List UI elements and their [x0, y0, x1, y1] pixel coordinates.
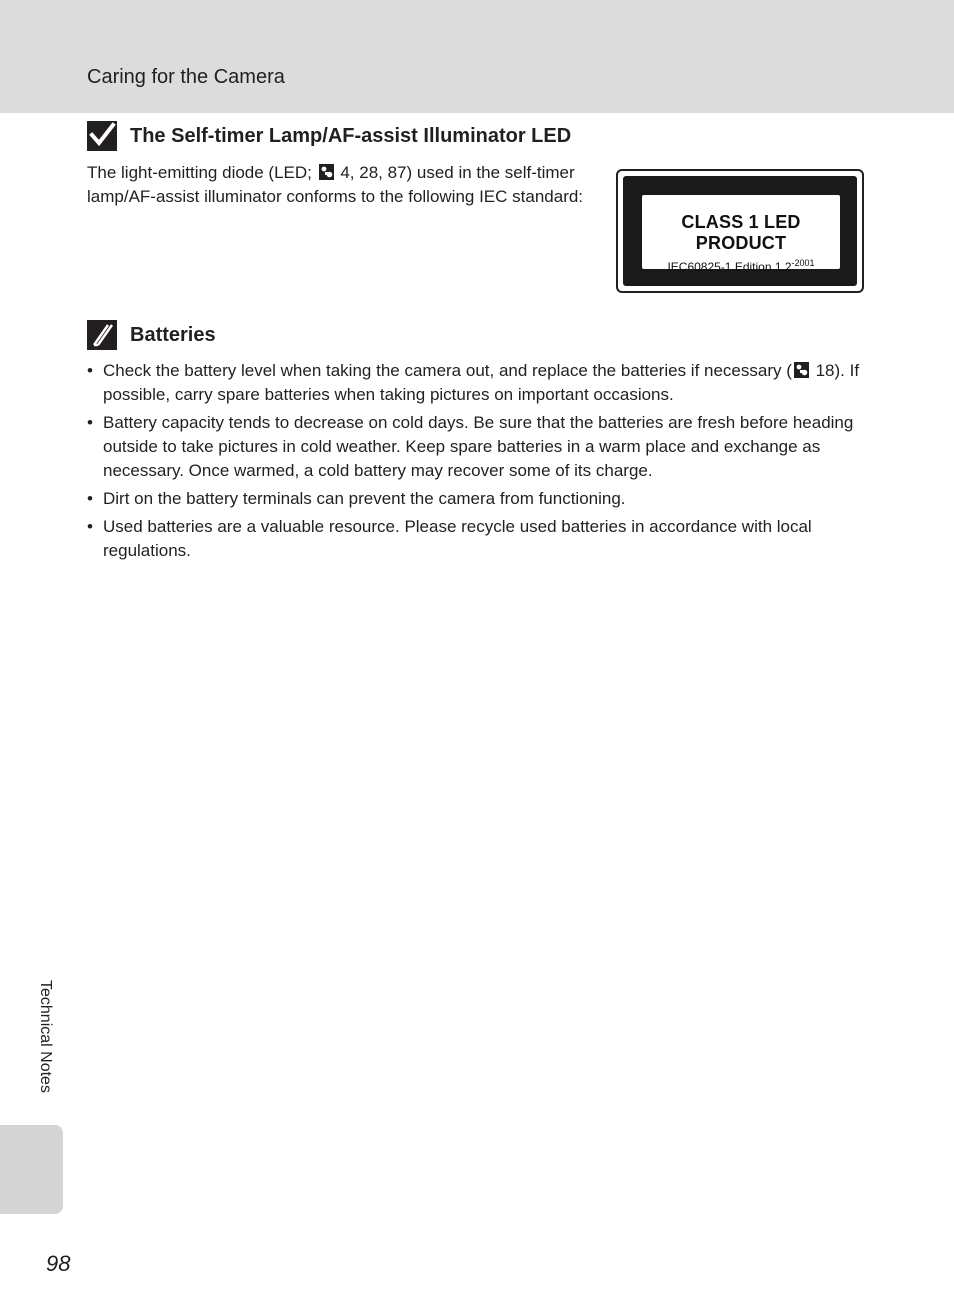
led-label-card [642, 195, 840, 274]
list-item: • Dirt on the battery terminals can prevent the camera from functioning. [87, 489, 626, 508]
list-item: • Battery capacity tends to decrease on cold days. Be sure that the batteries are fresh before heading outside to take pictures in cold weather. Keep spare batteries in a warm place and exchange as necessary. Once warmed, a cold battery may recover some of its charge. [87, 413, 854, 480]
class1-led-label [616, 169, 864, 293]
led-section-title: The Self-timer Lamp/AF-assist Illuminator LED [130, 124, 572, 147]
led-label-main: CLASS 1 LED PRODUCT [681, 212, 801, 253]
batteries-section-title: Batteries [130, 323, 216, 346]
pencil-note-icon [87, 320, 117, 350]
page-reference-icon [794, 362, 809, 378]
list-item: • Used batteries are a valuable resource. Please recycle used batteries in accordance with local regulations. [87, 517, 812, 560]
led-label-sub: IEC60825-1 Edition $1.2^{-2001}$ [667, 258, 815, 274]
header-band [0, 0, 954, 113]
page-number: 98 [46, 1251, 71, 1276]
side-section-tab [0, 1125, 63, 1214]
list-item: • Check the battery level when taking the camera out, and replace the batteries if necessary ( 18). If possible, carry spare batteries when taking pictures on important occasions. [87, 361, 860, 404]
page-reference-icon [319, 164, 334, 180]
batteries-section-heading [87, 320, 216, 350]
running-header: Caring for the Camera [87, 66, 285, 88]
led-paragraph: The light-emitting diode (LED; 4, 28, 87) used in the self-timer lamp/AF-assist illuminator conforms to the following IEC standard: [87, 163, 584, 206]
batteries-list [87, 359, 867, 567]
led-section-heading [87, 121, 571, 151]
checkmark-icon [87, 121, 117, 151]
side-section-label: Technical Notes [37, 980, 54, 1093]
